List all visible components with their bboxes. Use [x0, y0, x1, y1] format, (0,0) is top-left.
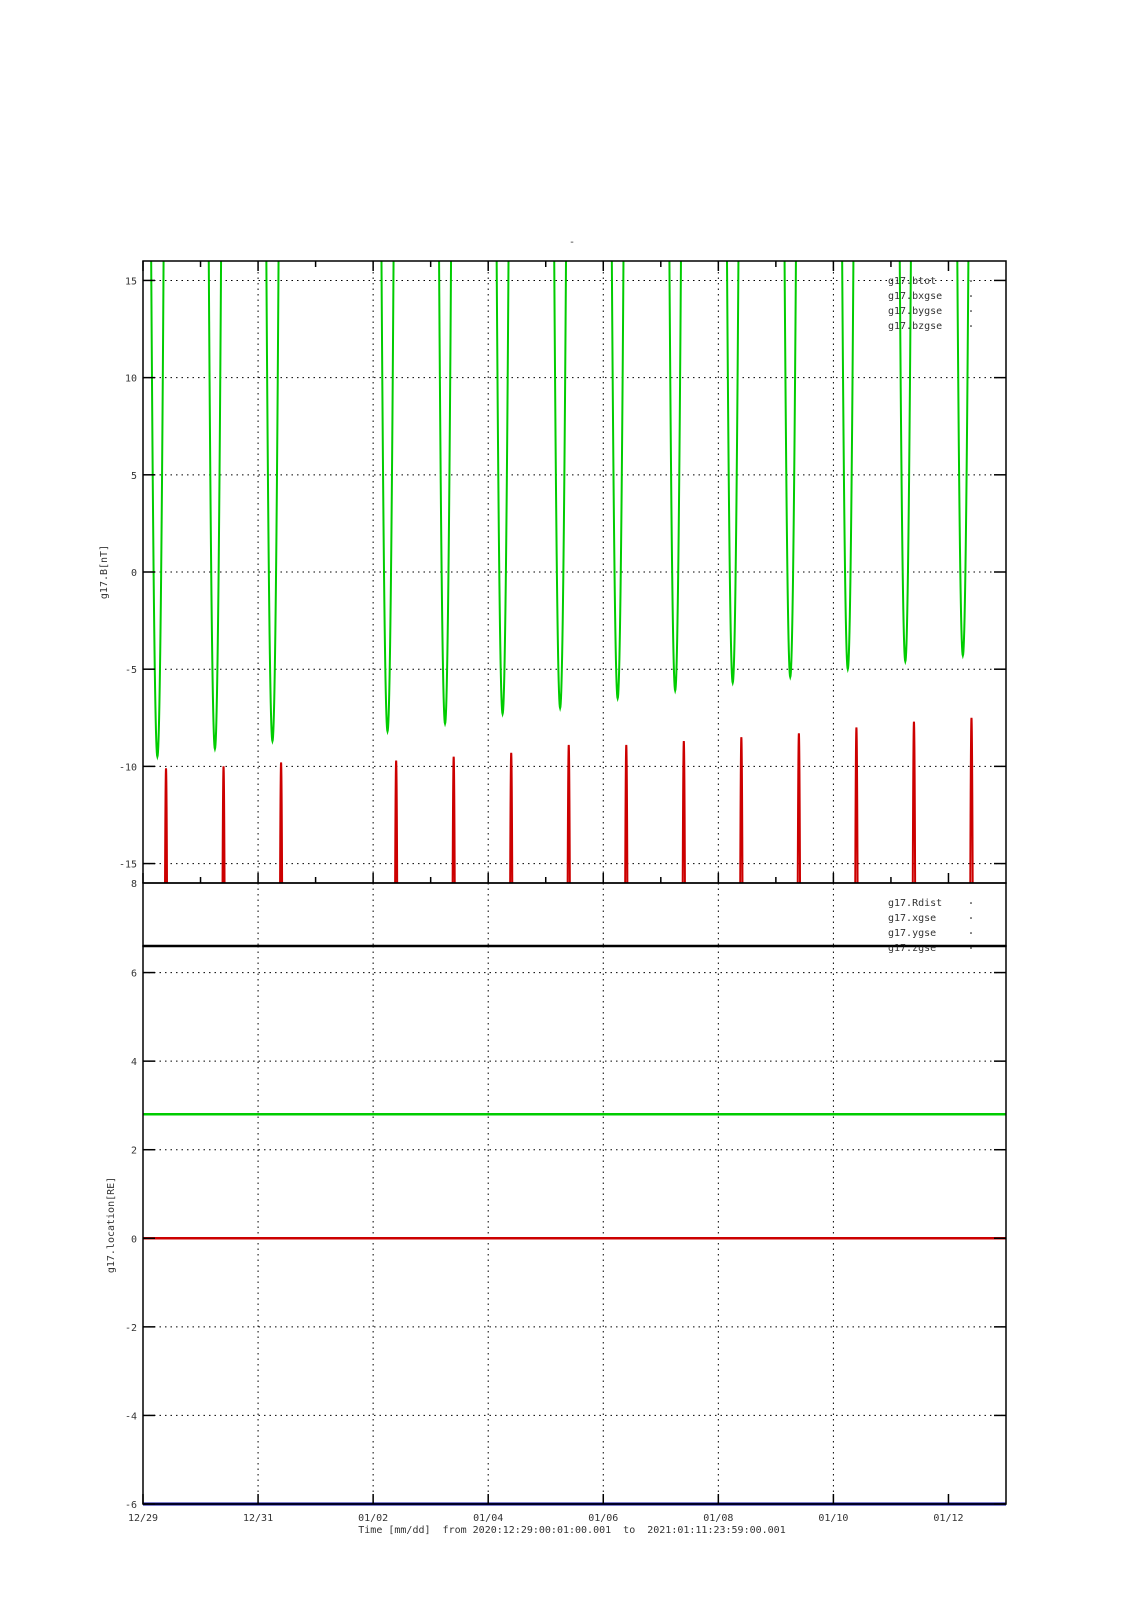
page-title: - [568, 237, 576, 248]
location-frame [143, 946, 1006, 1504]
legend-entry: g17.Rdist [888, 898, 943, 909]
location-ylabel: g17.location[RE] [106, 1176, 117, 1274]
legend-entry: g17.ygse [888, 928, 937, 939]
y-tick-label: 6 [130, 968, 137, 980]
location-panel [106, 946, 1006, 1536]
x-tick-label: 01/02 [358, 1513, 389, 1524]
legend-marker [970, 947, 972, 949]
series-line-bygse [143, 0, 1006, 757]
location-ticks [125, 969, 1006, 1511]
x-tick-label: 01/04 [473, 1513, 504, 1524]
x-tick-label: 12/29 [127, 1513, 159, 1524]
legend-marker [970, 325, 972, 327]
magnetic-field-panel [99, 0, 1006, 1600]
series-peak-bxgse [622, 745, 631, 1600]
y-tick-label: 15 [124, 276, 137, 288]
series-peak-bxgse [161, 768, 170, 1600]
y-tick-label: -2 [124, 1322, 137, 1334]
distance-frame [143, 883, 1006, 946]
legend-entry: g17.btot [888, 276, 937, 287]
y-tick-label: 2 [130, 1145, 137, 1157]
time-axis-label: Time [mm/dd] from 2020:12:29:00:01:00.001 to 2021:01:11:23:59:00.001 [358, 1525, 786, 1536]
y-tick-label: 5 [130, 470, 137, 482]
y-tick-label: -10 [118, 762, 137, 774]
series-peak-bxgse [679, 741, 688, 1600]
series-peak-bxgse [909, 722, 918, 1600]
legend-marker [970, 310, 972, 312]
magnetic-field-frame [143, 261, 1006, 883]
legend-entry: g17.xgse [888, 913, 937, 924]
y-tick-label: -15 [118, 859, 137, 871]
series-peak-bxgse [967, 718, 976, 1600]
series-peak-bxgse [219, 766, 228, 1600]
distance-grid [258, 883, 833, 946]
x-tick-label: 01/10 [818, 1513, 849, 1524]
y-tick-label: -6 [124, 1500, 137, 1511]
magnetic-field-grid [143, 261, 1006, 883]
y-tick-label: -5 [124, 665, 137, 677]
legend-marker [970, 932, 972, 934]
legend-entry: g17.bygse [888, 306, 943, 317]
legend-marker [970, 280, 972, 282]
series-peak-bxgse [737, 737, 746, 1600]
legend-marker [970, 295, 972, 297]
magnetic-field-ylabel: g17.B[nT] [99, 544, 110, 600]
y-tick-label: 10 [124, 373, 137, 385]
location-series [143, 1114, 1006, 1504]
distance-ticks [131, 879, 137, 890]
y-tick-label: -4 [124, 1411, 137, 1423]
time-axis-ticks [128, 1513, 964, 1524]
legend-marker [970, 902, 972, 904]
x-tick-label: 12/31 [243, 1513, 274, 1524]
distance-panel [131, 879, 1006, 954]
series-peak-bxgse [507, 753, 516, 1600]
series-peak-bxgse [852, 728, 861, 1600]
series-peak-bxgse [392, 761, 401, 1600]
location-grid [143, 946, 1006, 1504]
series-peak-bxgse [564, 745, 573, 1600]
legend-entry: g17.zgse [888, 943, 937, 954]
y-tick-label: 0 [130, 1234, 137, 1246]
series-peak-bxgse [276, 762, 285, 1600]
legend-marker [970, 917, 972, 919]
x-tick-label: 01/12 [933, 1513, 964, 1524]
y-tick-label: 4 [130, 1057, 137, 1069]
x-tick-label: 01/06 [588, 1513, 619, 1524]
legend-entry: g17.bzgse [888, 321, 943, 332]
y-tick-label: 0 [130, 568, 137, 579]
legend-entry: g17.bxgse [888, 291, 943, 302]
x-tick-label: 01/08 [703, 1513, 734, 1524]
y-tick-label: 8 [130, 879, 137, 890]
